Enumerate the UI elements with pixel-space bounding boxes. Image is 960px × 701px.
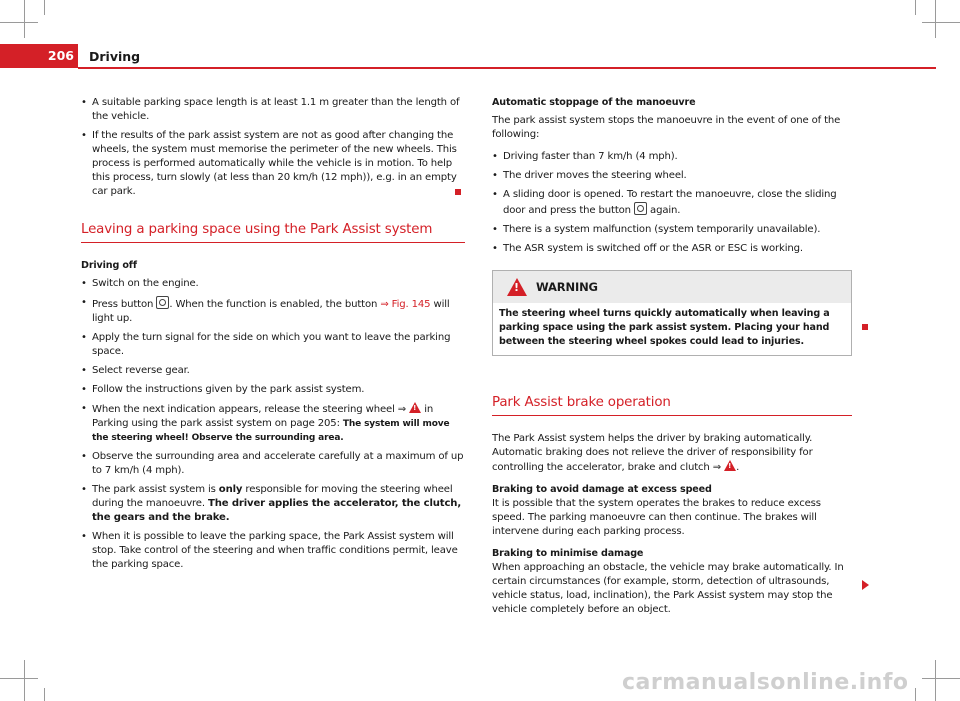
figure-link[interactable]: ⇒ Fig. 145	[380, 299, 431, 310]
list-item: • Follow the instructions given by the park assist system.	[81, 384, 365, 395]
park-assist-button-icon	[634, 202, 647, 215]
paragraph: It is possible that the system operates the brakes to reduce excess speed. The parking manoeuvre can then continue. The brakes will intervene during each parking process.	[492, 498, 821, 537]
crop-mark	[0, 678, 38, 679]
section-heading: Leaving a parking space using the Park Assist system	[81, 221, 465, 243]
crop-mark	[915, 688, 916, 701]
list-item: • When it is possible to leave the parking space, the Park Assist system will stop. Take control of the steering and when traffic conditions permit, leave the parking space.	[81, 531, 458, 570]
section-title: Driving	[89, 49, 141, 64]
warning-text: The steering wheel turns quickly automatically when leaving a parking space using the park assist system. Placing your hand between the steering wheel spokes could lead to injuries.	[499, 308, 830, 347]
crop-mark	[915, 0, 916, 15]
list-item: • If the results of the park assist system are not as good after changing the wheels, the system must memorise the perimeter of the new wheels. This process is performed automatically while the vehicle is in motion. To help this process, turn slowly (at less than 20 km/h (12 mph)), e.g. in an empty car park.	[81, 130, 457, 197]
list-item: • Driving faster than 7 km/h (4 mph).	[492, 151, 678, 162]
crop-mark	[935, 0, 936, 38]
end-of-section-icon	[862, 324, 868, 330]
subheading: Braking to minimise damage	[492, 548, 644, 559]
list-item: • The park assist system is only responsible for moving the steering wheel during the manoeuvre. The driver applies the accelerator, the clutch, the gears and the brake.	[81, 484, 462, 523]
park-assist-button-icon	[156, 296, 169, 309]
list-item: • A suitable parking space length is at least 1.1 m greater than the length of the vehicle.	[81, 97, 460, 122]
crop-mark	[0, 22, 38, 23]
list-item: • The ASR system is switched off or the ASR or ESC is working.	[492, 243, 803, 254]
warning-triangle-icon[interactable]	[724, 460, 736, 471]
list-item: • A sliding door is opened. To restart the manoeuvre, close the sliding door and press the button again.	[492, 189, 837, 216]
list-item: • Select reverse gear.	[81, 365, 190, 376]
right-column	[492, 96, 852, 617]
list-item: • When the next indication appears, release the steering wheel ⇒ ! in Parking using the park assist system on page 205: The system will move the steering wheel! Observe the surrounding area.	[81, 402, 465, 445]
crop-mark	[935, 660, 936, 701]
crop-mark	[44, 0, 45, 15]
list-item: • There is a system malfunction (system temporarily unavailable).	[492, 224, 821, 235]
list-item: • Press button . When the function is enabled, the button ⇒ Fig. 145 will light up.	[81, 297, 450, 324]
warning-box	[492, 270, 852, 356]
left-column	[81, 96, 465, 577]
paragraph: When approaching an obstacle, the vehicle may brake automatically. In certain circumstances (for example, storm, detection of ultrasounds, vehicle status, load, inclination), the Park Assist system may stop the vehicle completely before an object.	[492, 562, 844, 615]
section-heading: Park Assist brake operation	[492, 394, 852, 416]
crop-mark	[24, 660, 25, 701]
page-number: 206	[0, 44, 78, 68]
subheading: Automatic stoppage of the manoeuvre	[492, 97, 696, 108]
paragraph: The park assist system stops the manoeuvre in the event of one of the following:	[492, 115, 841, 140]
header-rule	[78, 67, 936, 69]
list-item: • Switch on the engine.	[81, 278, 199, 289]
watermark: carmanualsonline.info	[622, 670, 909, 695]
crop-mark	[922, 678, 960, 679]
paragraph: The Park Assist system helps the driver by braking automatically. Automatic braking does not relieve the driver of responsibility for controlling the accelerator, brake and clutch ⇒ ! .	[492, 432, 852, 475]
crop-mark	[922, 22, 960, 23]
crop-mark	[44, 688, 45, 701]
list-item: • Observe the surrounding area and accelerate carefully at a maximum of up to 7 km/h (4 mph).	[81, 451, 464, 476]
warning-header	[493, 271, 851, 303]
warning-triangle-icon	[507, 278, 527, 296]
continue-arrow-icon	[862, 580, 869, 590]
list-item: • The driver moves the steering wheel.	[492, 170, 687, 181]
end-of-section-icon	[455, 189, 461, 195]
crop-mark	[24, 0, 25, 38]
list-item: • Apply the turn signal for the side on which you want to leave the parking space.	[81, 332, 451, 357]
warning-title: WARNING	[536, 280, 598, 294]
warning-triangle-icon[interactable]	[409, 402, 421, 413]
subheading: Driving off	[81, 260, 137, 271]
subheading: Braking to avoid damage at excess speed	[492, 484, 712, 495]
